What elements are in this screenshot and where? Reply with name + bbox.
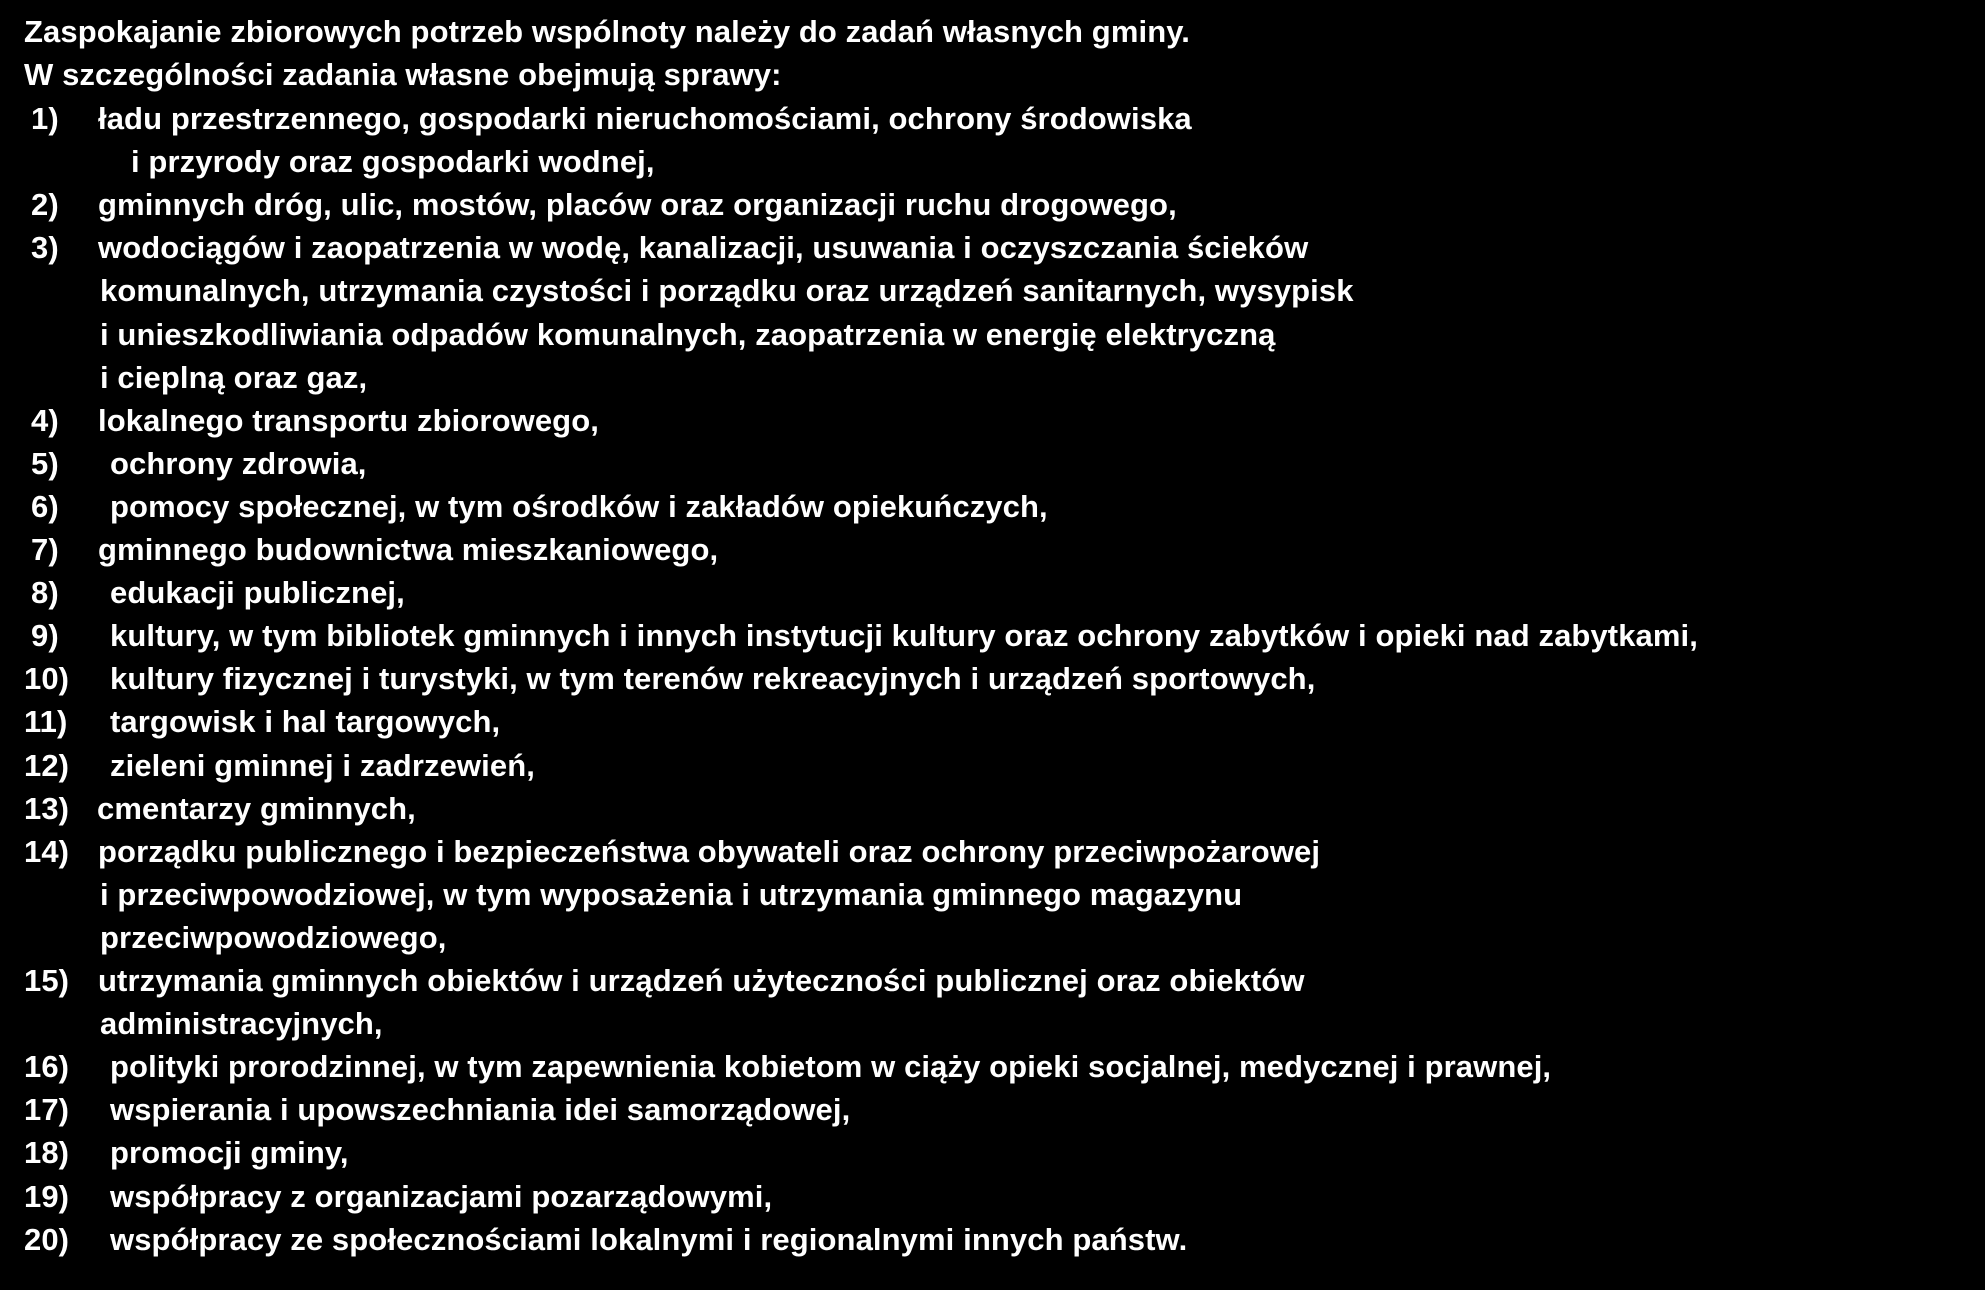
list-item-number: 11)	[24, 704, 68, 740]
list-item-text: i cieplną oraz gaz,	[100, 359, 368, 395]
list-item-text: kultury, w tym bibliotek gminnych i innych instytucji kultury oraz ochrony zabytków i opieki nad zabytkami,	[110, 618, 1698, 654]
list-item-text: współpracy ze społecznościami lokalnymi i regionalnymi innych państw.	[110, 1221, 1188, 1257]
list-item-number: 6)	[31, 488, 59, 524]
list-item-text: lokalnego transportu zbiorowego,	[98, 402, 599, 438]
list-item-text: targowisk i hal targowych,	[110, 704, 501, 740]
list-item-text: wspierania i upowszechniania idei samorządowej,	[110, 1092, 851, 1128]
list-item-text: kultury fizycznej i turystyki, w tym terenów rekreacyjnych i urządzeń sportowych,	[110, 661, 1316, 697]
intro-line-1: Zaspokajanie zbiorowych potrzeb wspólnoty należy do zadań własnych gminy.	[24, 14, 1190, 49]
list-item-number: 18)	[24, 1135, 70, 1171]
list-item-text: gminnego budownictwa mieszkaniowego,	[98, 532, 719, 567]
list-item-number: 4)	[31, 402, 59, 438]
list-item-text: wodociągów i zaopatrzenia w wodę, kanalizacji, usuwania i oczyszczania ścieków	[98, 230, 1309, 266]
list-item-number: 1)	[31, 101, 59, 136]
list-item-text: gminnych dróg, ulic, mostów, placów oraz organizacji ruchu drogowego,	[98, 187, 1177, 223]
list-item-number: 20)	[24, 1221, 70, 1257]
list-item-text: komunalnych, utrzymania czystości i porządku oraz urządzeń sanitarnych, wysypisk	[100, 273, 1354, 309]
list-item-text: utrzymania gminnych obiektów i urządzeń użyteczności publicznej oraz obiektów	[98, 963, 1305, 998]
list-item-number: 5)	[31, 445, 59, 481]
list-item-number: 12)	[24, 747, 70, 783]
list-item-number: 14)	[24, 833, 70, 869]
list-item-text: i przyrody oraz gospodarki wodnej,	[131, 144, 655, 180]
list-item-number: 16)	[24, 1049, 70, 1085]
list-item-number: 15)	[24, 963, 70, 998]
list-item-text: pomocy społecznej, w tym ośrodków i zakładów opiekuńczych,	[110, 488, 1048, 524]
list-item-number: 17)	[24, 1092, 70, 1128]
list-item-text: porządku publicznego i bezpieczeństwa obywateli oraz ochrony przeciwpożarowej	[98, 833, 1321, 869]
list-item-text: administracyjnych,	[100, 1006, 383, 1042]
list-item-number: 19)	[24, 1178, 70, 1214]
list-item-text: edukacji publicznej,	[110, 575, 405, 611]
list-item-number: 13)	[24, 790, 70, 826]
list-item-text: polityki prorodzinnej, w tym zapewnienia kobietom w ciąży opieki socjalnej, medycznej i prawnej,	[110, 1049, 1552, 1085]
list-item-number: 8)	[31, 575, 59, 611]
list-item-text: ładu przestrzennego, gospodarki nieruchomościami, ochrony środowiska	[98, 101, 1192, 136]
list-item-text: i unieszkodliwiania odpadów komunalnych, zaopatrzenia w energię elektryczną	[100, 316, 1276, 352]
list-item-number: 7)	[31, 532, 59, 567]
list-item-text: przeciwpowodziowego,	[100, 919, 447, 955]
intro-line-2: W szczególności zadania własne obejmują sprawy:	[24, 57, 782, 92]
list-item-number: 2)	[31, 187, 59, 223]
list-item-number: 9)	[31, 618, 59, 654]
list-item-text: i przeciwpowodziowej, w tym wyposażenia i utrzymania gminnego magazynu	[100, 876, 1243, 912]
list-item-text: współpracy z organizacjami pozarządowymi,	[110, 1178, 773, 1214]
list-item-text: promocji gminy,	[110, 1135, 349, 1171]
list-item-text: ochrony zdrowia,	[110, 445, 367, 481]
list-item-text: zieleni gminnej i zadrzewień,	[110, 747, 535, 783]
list-item-number: 10)	[24, 661, 70, 697]
list-item-text: cmentarzy gminnych,	[97, 790, 416, 826]
list-item-number: 3)	[31, 230, 59, 266]
